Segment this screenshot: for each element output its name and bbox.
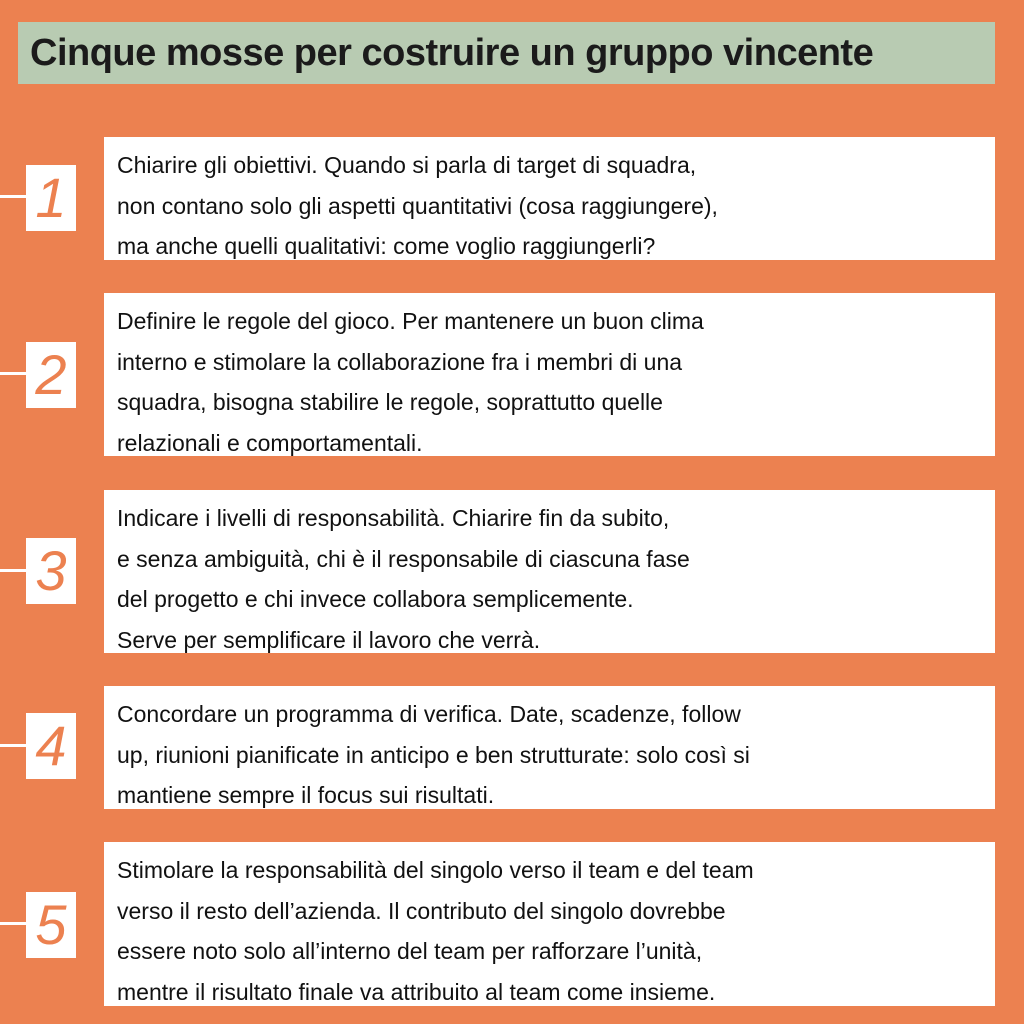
step-text-line: squadra, bisogna stabilire le regole, soprattutto quelle (117, 389, 663, 415)
connector-line (0, 744, 28, 747)
step-text-line: e senza ambiguità, chi è il responsabile di ciascuna fase (117, 545, 690, 572)
step-text-box (104, 293, 995, 456)
step-text-line: up, riunioni pianificate in anticipo e ben strutturate: solo così si (117, 741, 750, 768)
step-text-line: non contano solo gli aspetti quantitativi (cosa raggiungere), (117, 192, 718, 219)
step-text-line: del progetto e chi invece collabora semplicemente. (117, 586, 634, 612)
step-number-box (26, 892, 76, 958)
step-text-line: Definire le regole del gioco. Per mantenere un buon clima (117, 308, 704, 334)
step-number-box (26, 165, 76, 231)
step-text-box (104, 490, 995, 653)
step-text-line: mentre il risultato finale va attribuito al team come insieme. (117, 978, 716, 1005)
step-text-line: essere noto solo all’interno del team per rafforzare l’unità, (117, 938, 703, 964)
step-text-line: Chiarire gli obiettivi. Quando si parla di target di squadra, (117, 152, 697, 178)
step-number: 5 (35, 893, 67, 956)
connector-line (0, 195, 28, 198)
connector-line (0, 372, 28, 375)
step-number: 2 (35, 343, 67, 406)
connector-line (0, 922, 28, 925)
step-number-box (26, 713, 76, 779)
step-text-line: Stimolare la responsabilità del singolo verso il team e del team (117, 857, 754, 883)
step-text-box (104, 137, 995, 260)
step-text-line: Concordare un programma di verifica. Date, scadenze, follow (117, 701, 741, 727)
step-number-box (26, 342, 76, 408)
step-number: 1 (35, 166, 67, 229)
title-banner (18, 22, 995, 84)
connector-line (0, 569, 28, 572)
step-text-box (104, 842, 995, 1006)
step-number: 3 (35, 539, 67, 602)
step-text-line: ma anche quelli qualitativi: come voglio raggiungerli? (117, 233, 656, 259)
step-text-line: verso il resto dell’azienda. Il contributo del singolo dovrebbe (117, 897, 726, 924)
step-number: 4 (35, 714, 67, 777)
page-title: Cinque mosse per costruire un gruppo vincente (30, 31, 874, 74)
step-text-box (104, 686, 995, 809)
step-text-line: mantiene sempre il focus sui risultati. (117, 782, 495, 808)
step-text-line: Serve per semplificare il lavoro che verrà. (117, 626, 541, 653)
step-text-line: relazionali e comportamentali. (117, 429, 423, 456)
step-number-box (26, 538, 76, 604)
step-text-line: interno e stimolare la collaborazione fra i membri di una (117, 348, 683, 375)
step-text-line: Indicare i livelli di responsabilità. Chiarire fin da subito, (117, 505, 670, 531)
